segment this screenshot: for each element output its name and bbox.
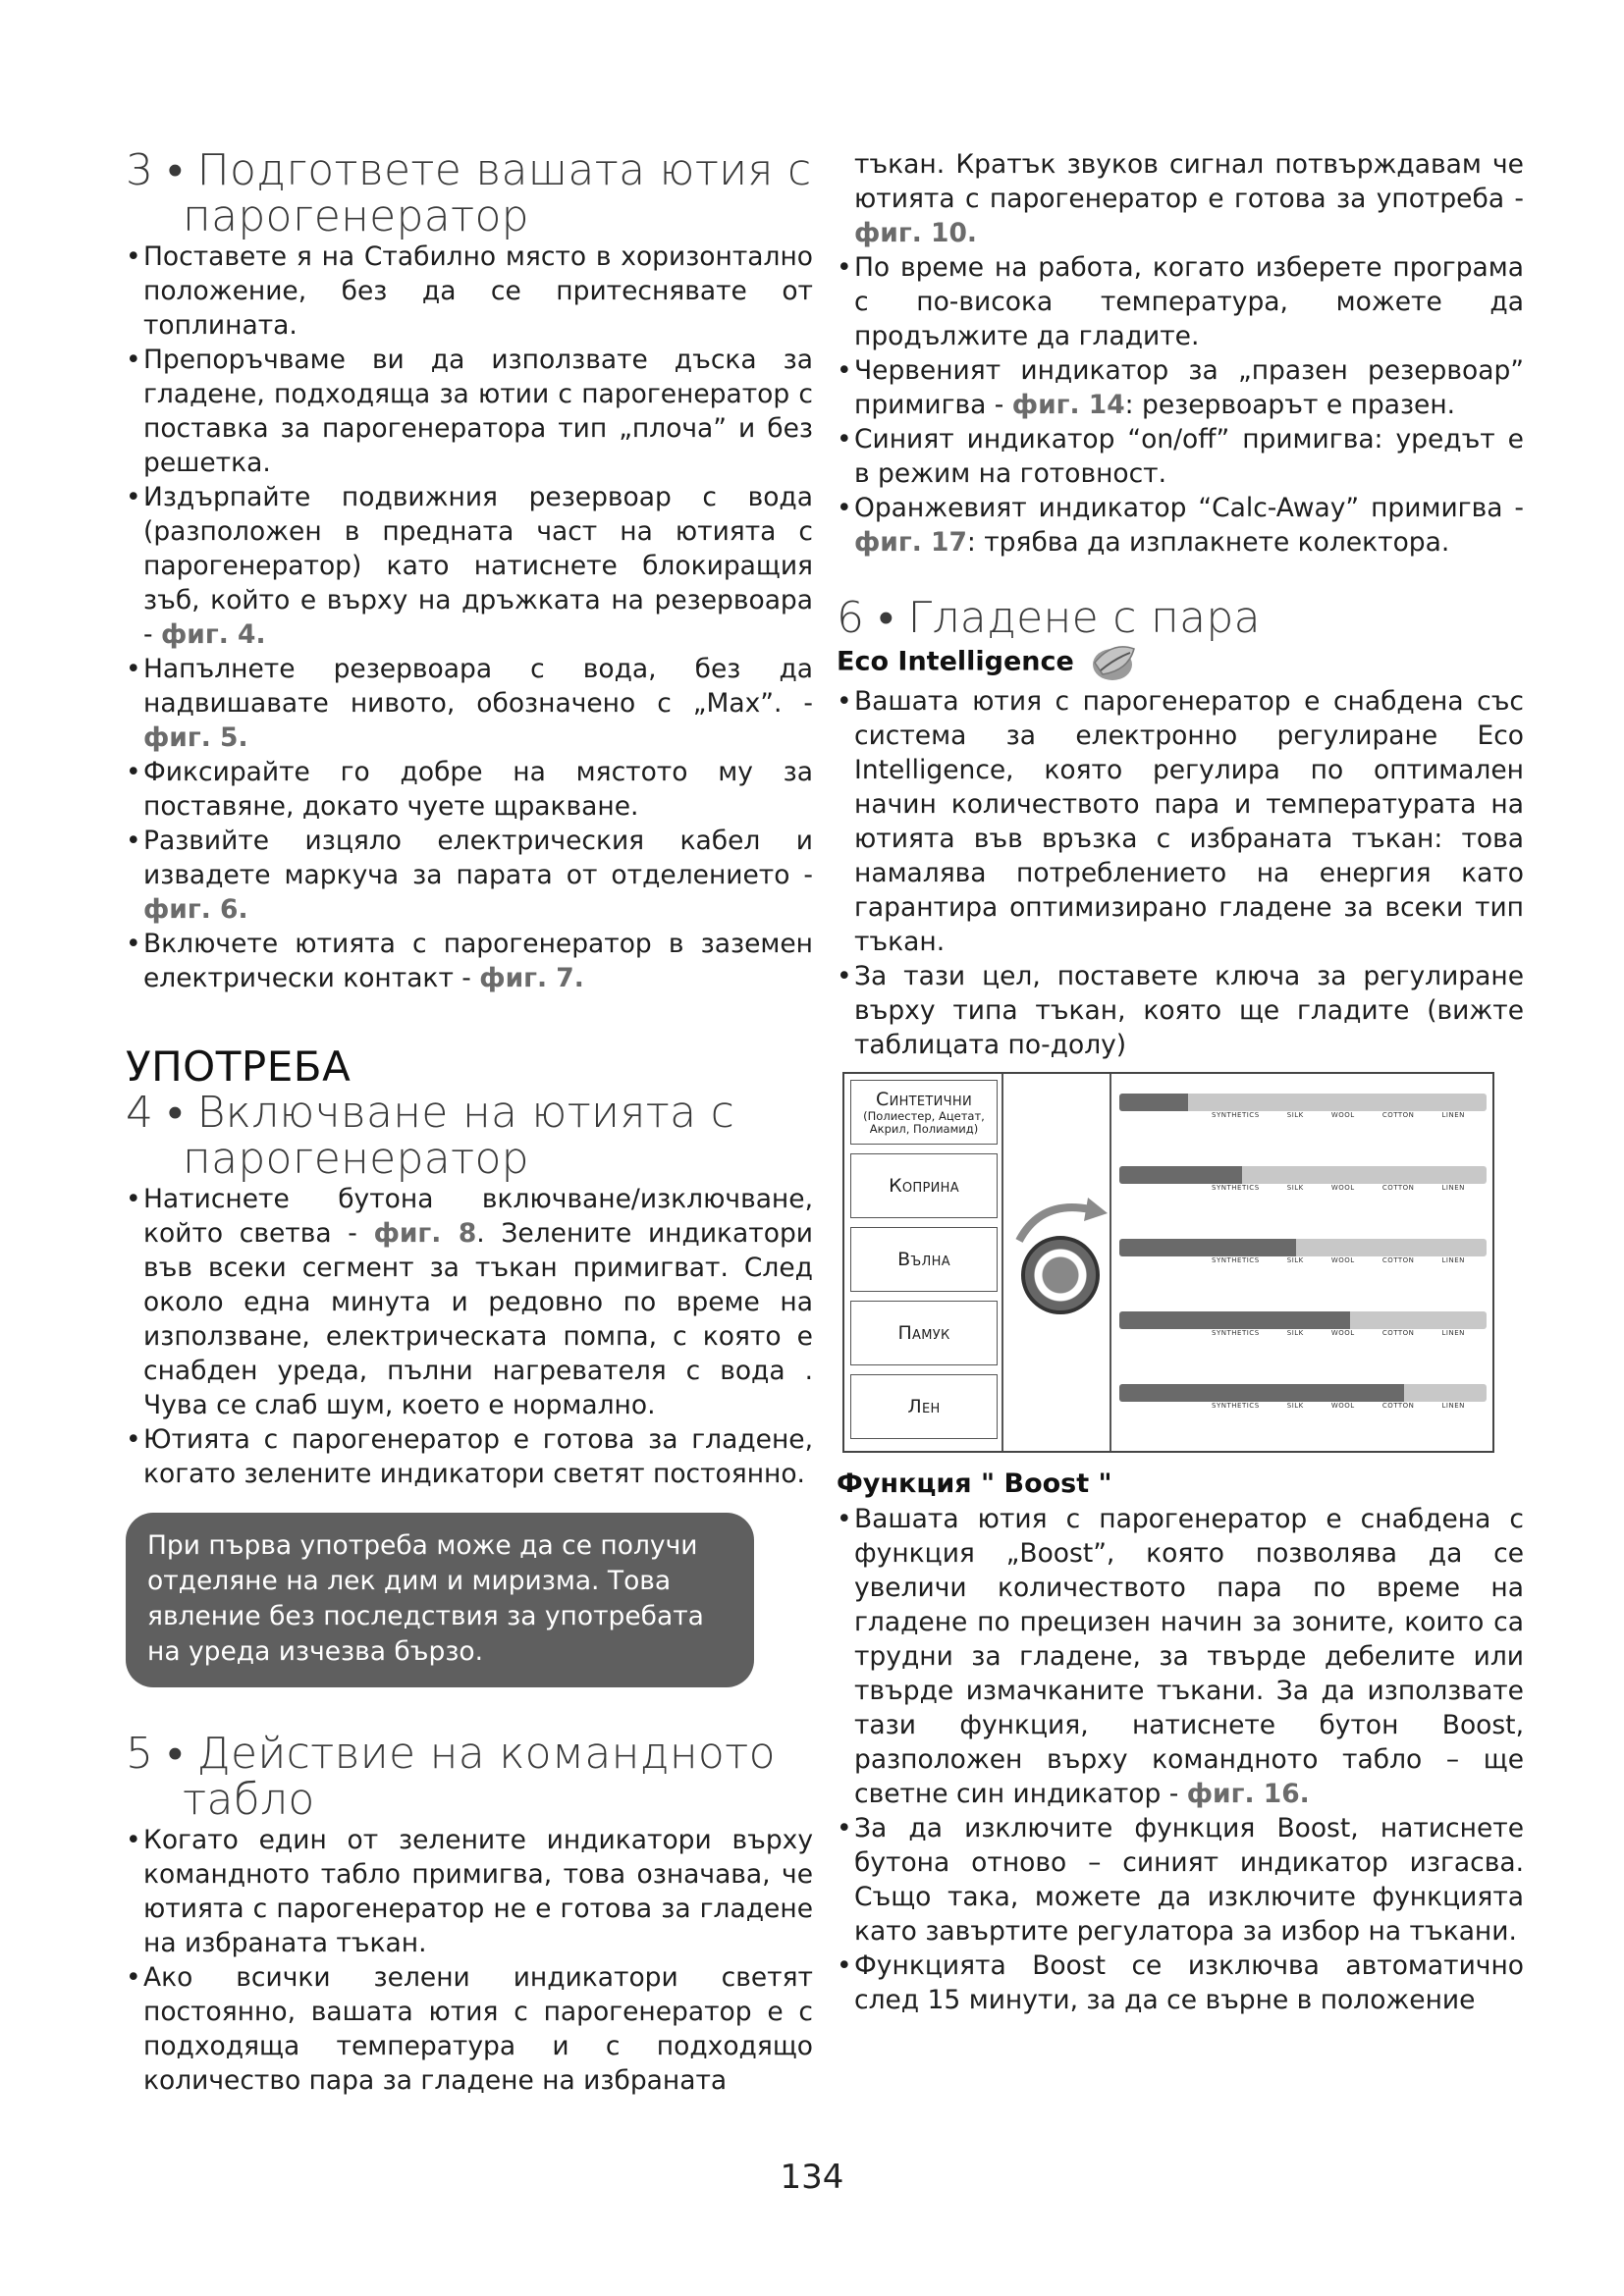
list-item: • Синият индикатор “on/off” примигва: уредът е в режим на готовност. (837, 422, 1524, 491)
bar-label: SYNTHETICS (1212, 1256, 1260, 1264)
bar-label: SYNTHETICS (1212, 1402, 1260, 1410)
list-item: • По време на работа, когато изберете програма с по-висока температура, можете да продължите да гладите. (837, 250, 1524, 353)
bar-label: COTTON (1381, 1184, 1415, 1192)
list-item: • Вашата ютия с парогенератор е снабдена със система за електронно регулиране Eco Intelligence, която регулира по оптимален начин количеството пара и температурата на ютията във връзка с избраната тъкан: това намалява потреблението на енергия като гарантира оптимизирано гладене за всеки тип тъкан. (837, 684, 1524, 959)
list-item: • Издърпайте подвижния резервоар с вода (разположен в предната част на ютията с парогенератор) като натиснете блокиращия зъб, който е върху на дръжката на резервоара - фиг. 4. (126, 480, 813, 652)
list-item: • Ютията с парогенератор е готова за гладене, когато зелените индикатори светят постоянно. (126, 1422, 813, 1491)
list-item: • Вашата ютия с парогенератор е снабдена с функция „Boost”, която позволява да се увеличи количеството пара по време на гладене по прецизен начин за зоните, които са трудни за гладене, за твърде дебелите или твърде измачканите тъкани. За да използвате тази функция, натиснете бутон Boost, разположен върху командното табло – ще светне син индикатор - фиг. 16. (837, 1502, 1524, 1811)
list-item: • За тази цел, поставете ключа за регулиране върху типа тъкан, която ще гладите (вижте таблицата по-долу) (837, 959, 1524, 1062)
figure-reference: фиг. 8 (373, 1218, 477, 1249)
figure-reference: фиг. 4. (161, 619, 266, 650)
bar-label: WOOL (1330, 1184, 1355, 1192)
figure-reference: фиг. 14 (1011, 390, 1125, 420)
bar-label: LINEN (1441, 1111, 1465, 1119)
fabric-cell (850, 1227, 998, 1292)
figure-reference: фиг. 6. (143, 894, 248, 925)
section-5-title: 5 • Действие на командното табло (126, 1729, 776, 1825)
bar-label: WOOL (1330, 1402, 1355, 1410)
bar-label: COTTON (1381, 1111, 1415, 1119)
list-item: • Препоръчваме ви да използвате дъска за гладене, подходяща за ютии с парогенератор с поставка за парогенератора тип „плоча” и без решетка. (126, 343, 813, 480)
left-column (126, 147, 813, 2098)
fabric-indicator-bar (1119, 1229, 1487, 1268)
fabric-indicator-bar (1119, 1374, 1487, 1414)
list-item: • Натиснете бутона включване/изключване, който светва - фиг. 8. Зелените индикатори във всеки сегмент за тъкан примигват. След около една минута и редовно по време на използване, електрическата помпа, с която е снабден уреда, пълни нагревателя с вода . Чува се слаб шум, което е нормално. (126, 1182, 813, 1422)
indicator-list (837, 250, 1524, 560)
fabric-cell (850, 1153, 998, 1218)
page-number: 134 (780, 2158, 844, 2197)
fabric-name: Вълна (897, 1249, 950, 1270)
fabric-selection-table (842, 1072, 1494, 1453)
list-item: • Ако всички зелени индикатори светят постоянно, вашата ютия с парогенератор е с подходяща температура и с подходящо количество пара за гладене на избраната (126, 1960, 813, 2098)
bar-label: WOOL (1330, 1111, 1355, 1119)
figure-reference: фиг. 7. (479, 963, 584, 993)
section-3-list (126, 240, 813, 995)
bar-label: WOOL (1330, 1329, 1355, 1337)
fabric-cell (850, 1301, 998, 1365)
fabric-indicator-bar (1119, 1084, 1487, 1123)
table-divider (1001, 1074, 1003, 1451)
section-6-title: 6 • Гладене с пара (837, 593, 1261, 643)
fabric-cell (850, 1080, 998, 1145)
fabric-name: Коприна (889, 1175, 959, 1197)
bar-label: SYNTHETICS (1212, 1184, 1260, 1192)
list-item: • Поставете я на Стабилно място в хоризонтално положение, без да се притеснявате от топлината. (126, 240, 813, 343)
eco-intelligence-label (837, 641, 1524, 684)
list-item: • Напълнете резервоара с вода, без да надвишавате нивото, обозначено с „Max”. - фиг. 5. (126, 652, 813, 755)
bar-label: LINEN (1441, 1256, 1465, 1264)
fabric-name: Лен (907, 1396, 941, 1417)
list-item: • Фиксирайте го добре на мястото му за поставяне, докато чуете щракване. (126, 755, 813, 824)
boost-heading: Функция " Boost " (837, 1468, 1112, 1499)
figure-reference: фиг. 16. (1186, 1779, 1310, 1809)
bar-label: SILK (1286, 1329, 1304, 1337)
bar-label: LINEN (1441, 1329, 1465, 1337)
usage-heading: УПОТРЕБА (126, 1042, 352, 1091)
section-6-list (837, 684, 1524, 1062)
figure-reference: фиг. 17 (854, 527, 967, 558)
list-item: • Функцията Boost се изключва автоматично след 15 минути, за да се върне в положение (837, 1949, 1524, 2017)
continued-text: тъкан. Кратък звуков сигнал потвърждавам че ютията с парогенератор е готова за употреба - фиг. 10. (854, 149, 1524, 248)
list-item: • Оранжевият индикатор “Calc-Away” примигва - фиг. 17: трябва да изплакнете колектора. (837, 491, 1524, 560)
bar-label: COTTON (1381, 1402, 1415, 1410)
bar-label: SILK (1286, 1184, 1304, 1192)
fabric-indicator-bars (1119, 1084, 1487, 1447)
eco-intelligence-text: Eco Intelligence (837, 646, 1074, 677)
bar-label: SILK (1286, 1111, 1304, 1119)
right-column (837, 147, 1524, 2017)
section-4-title: 4 • Включване на ютията с парогенератор (126, 1088, 735, 1184)
table-divider-2 (1110, 1074, 1111, 1451)
rotate-arrow-icon (1001, 1192, 1119, 1251)
bar-label: WOOL (1330, 1256, 1355, 1264)
bar-label: SYNTHETICS (1212, 1329, 1260, 1337)
section-4-list (126, 1182, 813, 1491)
first-use-note: При първа употреба може да се получи отделяне на лек дим и миризма. Това явление без последствия за употребата на уреда изчезва бързо. (126, 1513, 754, 1687)
boost-list (837, 1502, 1524, 2017)
bar-label: SILK (1286, 1256, 1304, 1264)
bar-label: LINEN (1441, 1184, 1465, 1192)
fabric-name: Синтетични (876, 1089, 972, 1110)
fabric-indicator-bar (1119, 1156, 1487, 1196)
fabric-indicator-bar (1119, 1302, 1487, 1341)
list-item: • Червеният индикатор за „празен резервоар” примигва - фиг. 14: резервоарът е празен. (837, 353, 1524, 422)
list-item: • За да изключите функция Boost, натиснете бутона отново – синият индикатор изгасва. Също така, можете да изключите функцията като завъртите регулатора за избор на тъкани. (837, 1811, 1524, 1949)
list-item: • Развийте изцяло електрическия кабел и извадете маркуча за парата от отделението - фиг. 6. (126, 824, 813, 927)
fabric-subtypes: (Полиестер, Ацетат, Акрил, Полиамид) (863, 1109, 985, 1136)
eco-leaf-icon (1085, 641, 1142, 684)
bar-label: COTTON (1381, 1256, 1415, 1264)
fabric-labels (850, 1080, 998, 1448)
bar-label: SILK (1286, 1402, 1304, 1410)
bar-label: SYNTHETICS (1212, 1111, 1260, 1119)
list-item: • Включете ютията с парогенератор в заземен електрически контакт - фиг. 7. (126, 927, 813, 995)
bar-label: LINEN (1441, 1402, 1465, 1410)
figure-reference: фиг. 10. (854, 218, 977, 248)
list-item: • Когато един от зелените индикатори върху командното табло примигва, това означава, че ютията с парогенератор не е готова за гладене на избраната тъкан. (126, 1823, 813, 1960)
figure-reference: фиг. 5. (143, 722, 248, 753)
fabric-name: Памук (897, 1322, 950, 1344)
section-5-list (126, 1823, 813, 2098)
bar-label: COTTON (1381, 1329, 1415, 1337)
section-3-title: 3 • Подгответе вашата ютия с парогенератор (126, 145, 812, 241)
fabric-cell (850, 1374, 998, 1439)
